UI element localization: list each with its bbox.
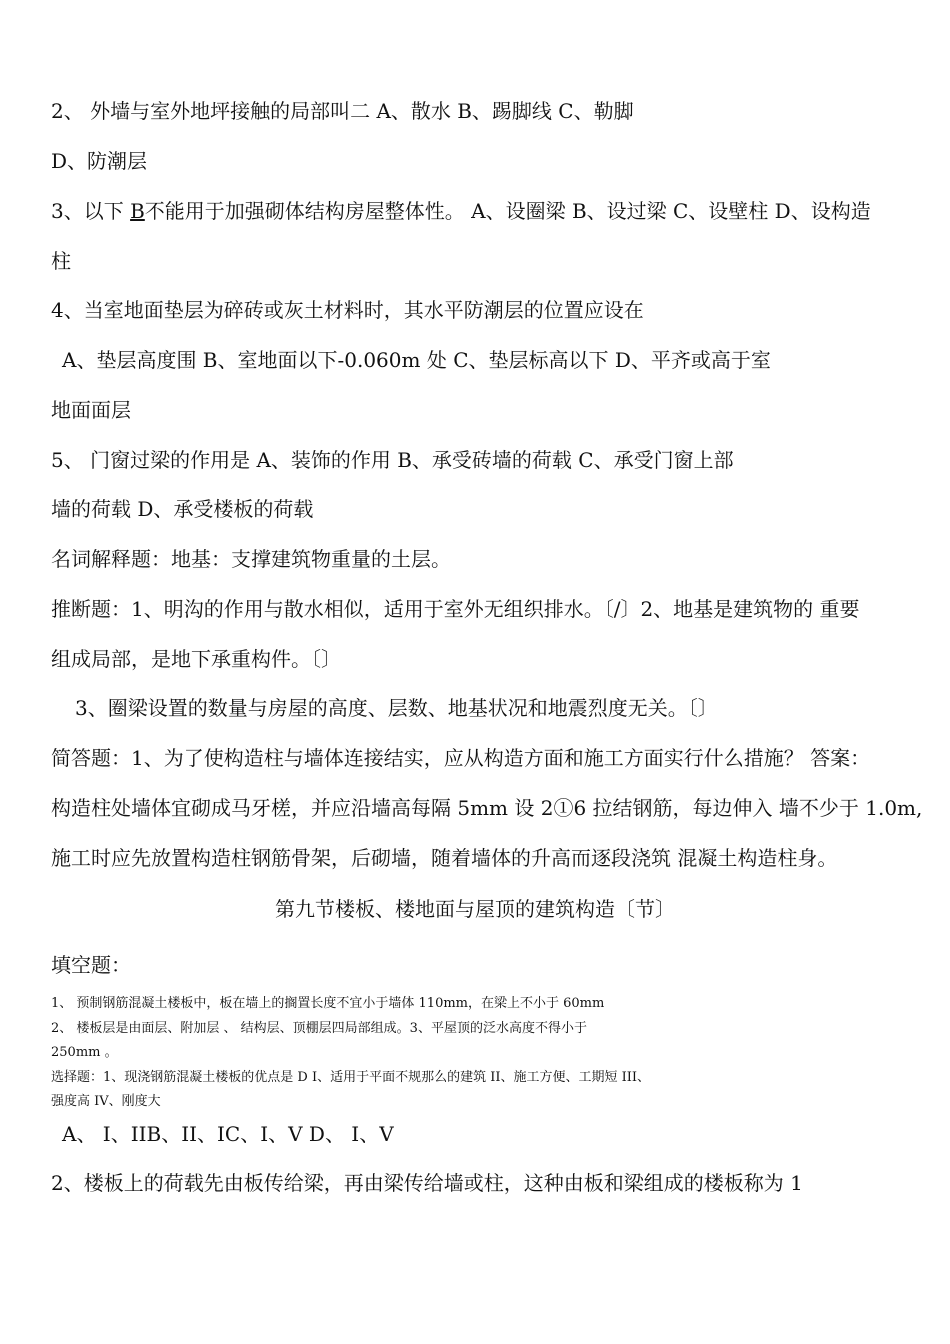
question-3-answer: B: [130, 199, 145, 223]
question-4-line-3: 地面面层: [51, 398, 131, 422]
question-2-line-2: D、防潮层: [51, 149, 148, 173]
short-answer-line-2: 构造柱处墙体宜砌成马牙槎，并应沿墙高每隔 5mm 设 2①6 拉结钢筋，每边伸入 墙不少于 1.0m,: [51, 796, 923, 820]
question-5-line-1: 5、 门窗过梁的作用是 A、装饰的作用 B、承受砖墙的荷载 C、承受门窗上部: [51, 448, 734, 472]
choice-question-1-options: A、 I、IIB、II、IC、I、V D、 I、V: [62, 1122, 394, 1146]
choice-question-1: 选择题：1、现浇钢筋混凝土楼板的优点是 D I、适用于平面不规那么的建筑 II、施工方便、工期短 III、: [51, 1070, 651, 1085]
question-2-line-1: 2、 外墙与室外地坪接触的局部叫二 A、散水 B、踢脚线 C、勒脚: [51, 99, 634, 123]
fill-blank-1: 1、 预制钢筋混凝土楼板中，板在墙上的搁置长度不宜小于墙体 110mm，在梁上不小于 60mm: [51, 996, 605, 1011]
short-answer-line-1: 简答题：1、为了使构造柱与墙体连接结实，应从构造方面和施工方面实行什么措施？ 答案：: [51, 746, 871, 770]
question-3-line-2: 柱: [51, 249, 71, 273]
question-3-prefix: 3、以下: [51, 199, 131, 223]
section-title: 第九节楼板、楼地面与屋顶的建筑构造〔节〕: [275, 897, 675, 921]
short-answer-line-3: 施工时应先放置构造柱钢筋骨架，后砌墙，随着墙体的升高而逐段浇筑 混凝土构造柱身。: [51, 846, 838, 870]
fill-blank-2: 2、 楼板层是由面层、附加层 、 结构层、顶棚层四局部组成。3、平屋顶的泛水高度不得小于: [51, 1021, 587, 1036]
true-false-line-1: 推断题：1、明沟的作用与散水相似，适用于室外无组织排水。〔/〕2、地基是建筑物的 重要: [51, 597, 860, 621]
question-5-line-2: 墙的荷载 D、承受楼板的荷载: [51, 497, 314, 521]
question-4-line-1: 4、当室地面垫层为碎砖或灰土材料时，其水平防潮层的位置应设在: [51, 298, 644, 322]
question-3-rest: 不能用于加强砌体结构房屋整体性。 A、设圈梁 B、设过梁 C、设壁柱 D、设构造: [144, 199, 871, 223]
fill-blank-heading: 填空题：: [51, 953, 131, 977]
fill-blank-2-cont: 250mm 。: [51, 1045, 118, 1060]
choice-question-2: 2、楼板上的荷载先由板传给梁，再由梁传给墙或柱，这种由板和梁组成的楼板称为 1: [51, 1171, 803, 1195]
term-definition: 名词解释题：地基：支撑建筑物重量的土层。: [51, 547, 451, 571]
choice-question-1-cont: 强度高 IV、刚度大: [51, 1094, 161, 1109]
question-3-line-1: [51, 199, 871, 223]
question-4-line-2: A、垫层高度围 B、室地面以下-0.060m 处 C、垫层标高以下 D、平齐或高于室: [62, 348, 771, 372]
true-false-line-3: 3、圈梁设置的数量与房屋的高度、层数、地基状况和地震烈度无关。〔〕: [75, 696, 718, 720]
true-false-line-2: 组成局部，是地下承重构件。〔〕: [51, 647, 341, 671]
